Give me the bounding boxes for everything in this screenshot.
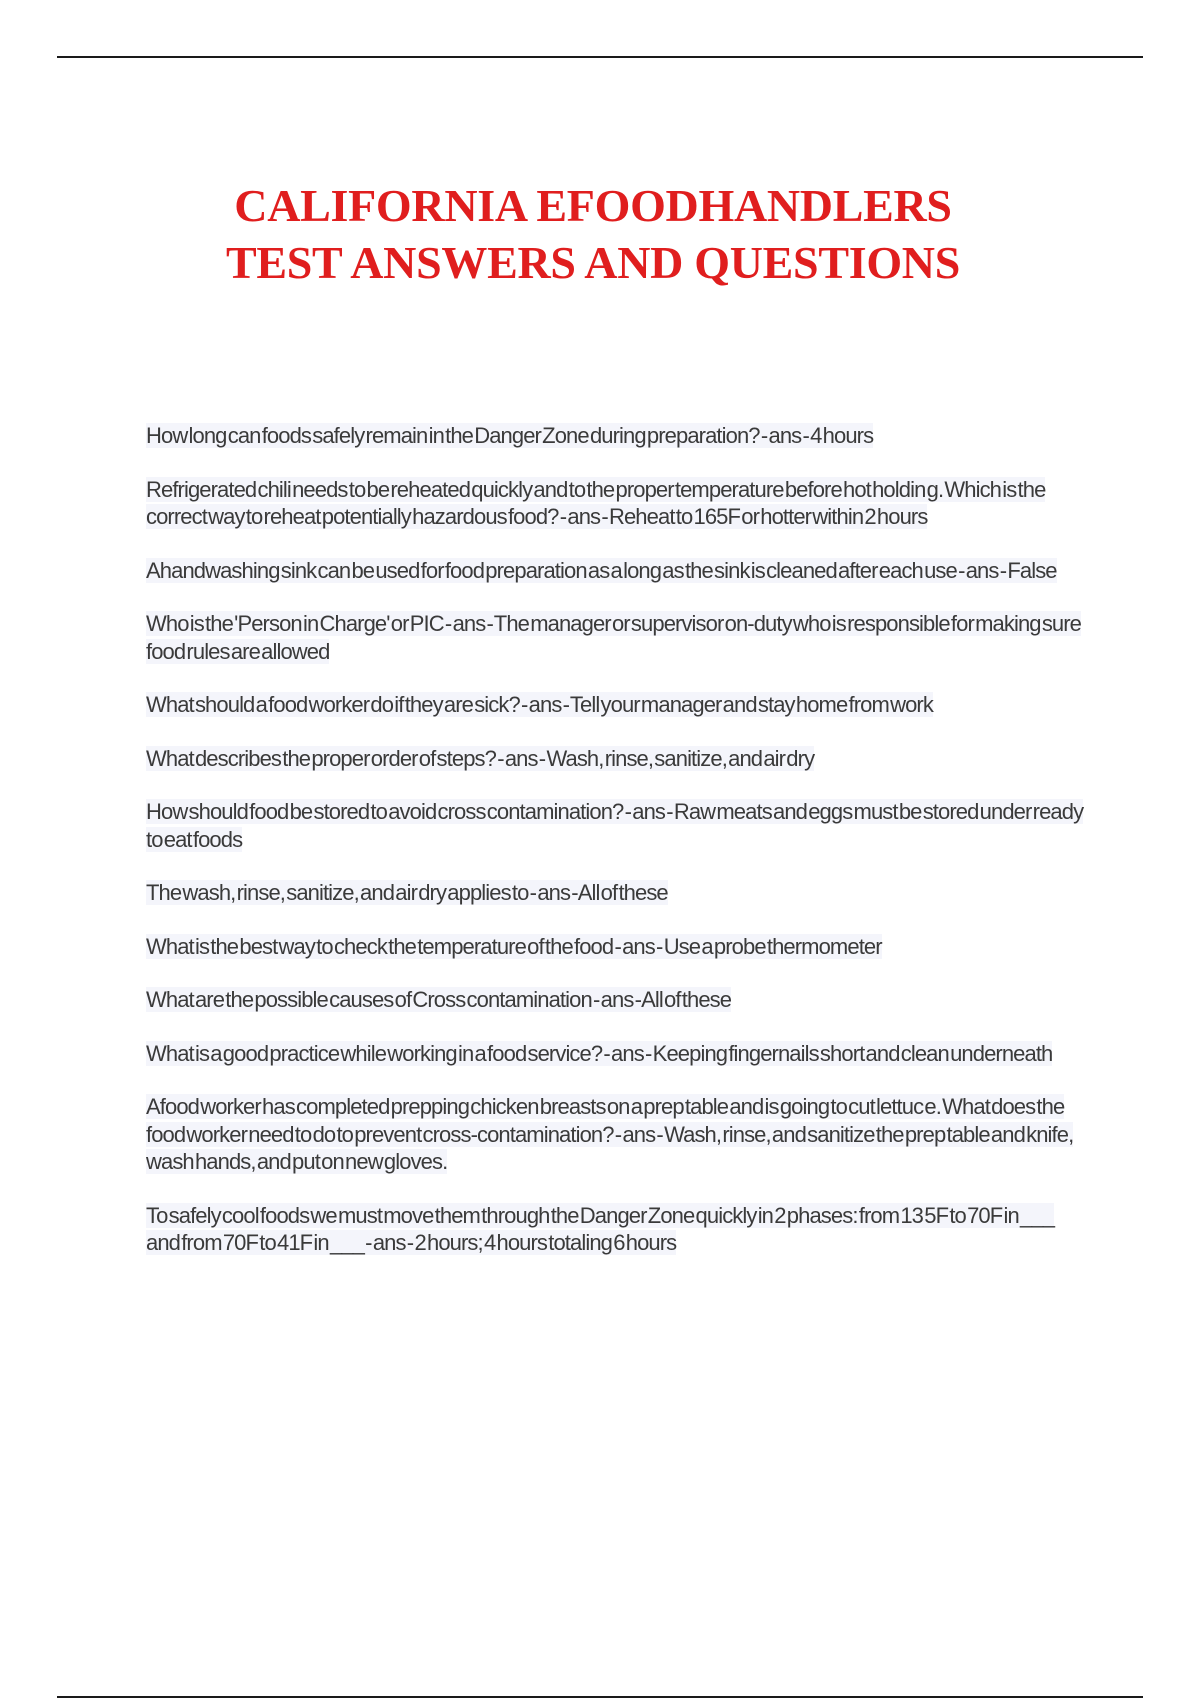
qa-item <box>146 879 1086 907</box>
qa-item-text: A handwashing sink can be used for food preparation as a long as the sink is cleaned after each use - ans - False <box>146 557 1057 583</box>
qa-item-text: The wash, rinse, sanitize, and air dry applies to - ans - All of these <box>146 880 668 905</box>
qa-item <box>146 933 1086 961</box>
qa-list <box>146 422 1086 1283</box>
document-title <box>0 177 1186 291</box>
qa-item <box>146 610 1086 665</box>
title-line-1: CALIFORNIA EFOODHANDLERS <box>234 179 952 231</box>
qa-item <box>146 986 1086 1014</box>
qa-item-text: Refrigerated chili needs to be reheated quickly and to the proper temperature before hot holdin g. Which is the correct way to reheat potentially hazardous food? - ans - Reheat to 165F or hotter within 2 hours <box>146 476 1046 529</box>
qa-item-text: A food worker has completed prepping chicken breasts on a prep table and is going to cut lettuc e. What does the food worker need to do to prevent cross-contamination? - ans - Wash, rinse, and sanitize the prep table and knife, wash hands, and put on new gloves. <box>146 1094 1074 1174</box>
qa-item-text: How should food be stored to avoid cross contamination? - ans - Raw meats and eggs must be stored under ready to eat foods <box>146 799 1084 852</box>
bottom-rule <box>57 1696 1143 1698</box>
qa-item-text: What should a food worker do if they are sick? - ans - Tell your manager and stay home from work <box>146 692 933 717</box>
qa-item-text: What is the best way to check the temperature of the food - ans - Use a probe thermometer <box>146 933 882 959</box>
qa-item <box>146 476 1086 531</box>
qa-item-text: How long can foods safely remain in the Danger Zone during preparation? - ans - 4 hours <box>146 423 874 448</box>
qa-item-text: What describes the proper order of steps? - ans - Wash, rinse, sanitize, and air dry <box>146 745 815 771</box>
qa-item <box>146 745 1086 773</box>
qa-item <box>146 1202 1086 1257</box>
qa-item <box>146 422 1086 450</box>
qa-item-text: What is a good practice while working in a food service? - ans - Keeping fingernails short and clean underneath <box>146 1040 1053 1066</box>
qa-item <box>146 1040 1086 1068</box>
qa-item-text: Who is the 'Person in Charge' or PIC - ans - The manager or supervisor on-duty who is responsible for making sure food rules are allowed <box>146 611 1082 664</box>
qa-item <box>146 557 1086 585</box>
title-line-2: TEST ANSWERS AND QUESTIONS <box>225 236 961 288</box>
qa-item-text: What are the possible causes of Cross contamination - ans - All of these <box>146 987 732 1012</box>
qa-item <box>146 798 1086 853</box>
qa-item <box>146 691 1086 719</box>
qa-item <box>146 1093 1086 1176</box>
top-rule <box>57 56 1143 58</box>
qa-item-text: To safely cool foods we must move them through the Danger Zone quickly in 2 phases: from 13 5F to 70F in ___ and from 70F to 41F in ___ - ans - 2 hours; 4 hours totaling 6 hours <box>146 1202 1055 1255</box>
